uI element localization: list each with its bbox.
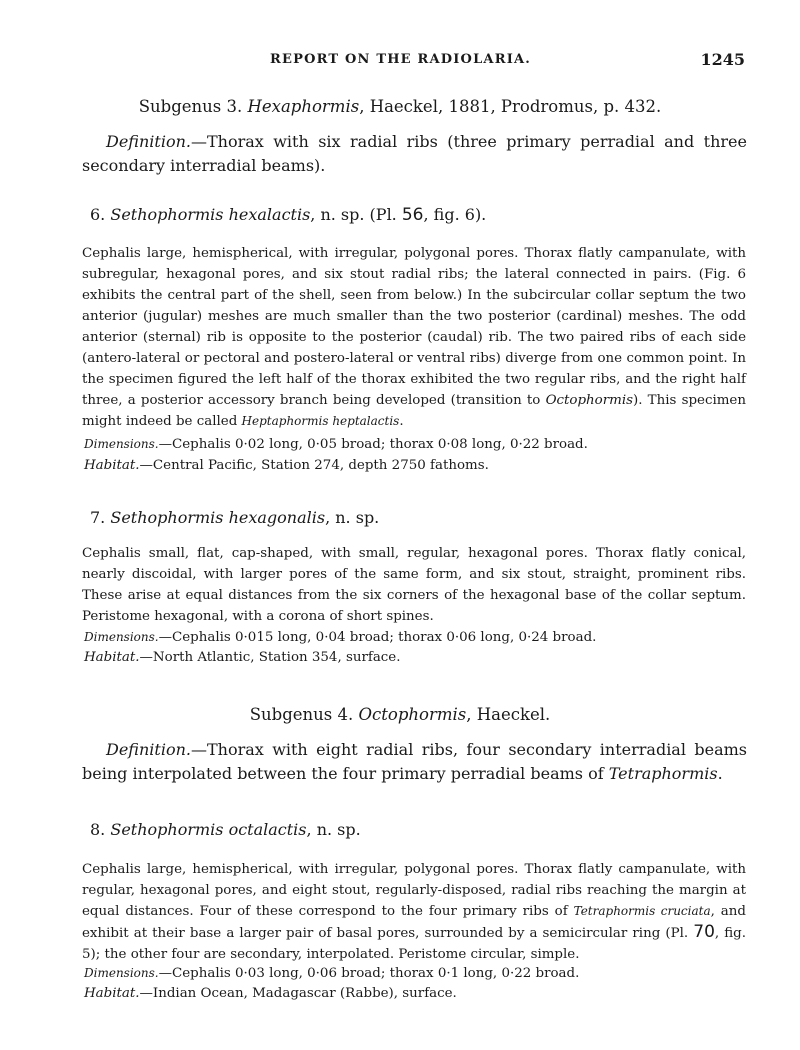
species-7-habitat-label: Habitat.	[84, 650, 140, 665]
species-6-description-1: Cephalis large, hemispherical, with irregular, polygonal pores. Thorax flatly campanulate, with subregular, hexagonal pores, and six stout radial ribs; the lateral connected in pairs. (Fig. 6 exhibits the central part of the shell, seen from below.) In the subcircular collar septum the two anterior (jugular) meshes are much smaller than the two posterior (cardinal) meshes. The odd anterior (sternal) rib is opposite to the posterior (caudal) rib. The two paired ribs of each side (antero-lateral or pectoral and postero-lateral or ventral ribs) diverge from one common point. In the specimen figured the left half of the thorax exhibited the two regular ribs, and the right half three, a posterior accessory branch being developed (transition to	[82, 246, 746, 408]
species-7-habitat-text: —North Atlantic, Station 354, surface.	[139, 650, 401, 665]
definition-4	[82, 738, 747, 786]
species-8-habitat-text: —Indian Ocean, Madagascar (Rabbe), surface.	[139, 986, 457, 1001]
species-8-description	[82, 859, 746, 965]
subgenus-3-label: Subgenus 3.	[138, 97, 243, 116]
species-7-name: Sethophormis hexagonalis	[110, 508, 326, 527]
definition-4-label: Definition.	[106, 740, 191, 759]
species-6-description	[82, 243, 746, 432]
species-6-dimensions	[84, 434, 588, 455]
species-6-after-name: , n. sp. (Pl.	[310, 205, 402, 224]
species-7-dimensions	[84, 627, 596, 648]
definition-4-ref-name: Tetraphormis	[608, 764, 718, 783]
species-8-description-2: , and exhibit at their base a larger pair of basal pores, surrounded by a semicircular ring (Pl.	[82, 904, 746, 941]
species-8-after-name: , n. sp.	[306, 820, 361, 839]
species-7-dimensions-text: —Cephalis 0·015 long, 0·04 broad; thorax 0·06 long, 0·24 broad.	[158, 630, 597, 645]
species-7-dimensions-label: Dimensions.	[84, 630, 159, 644]
species-8-name: Sethophormis octalactis	[110, 820, 307, 839]
running-head	[80, 50, 745, 72]
species-6-number: 6.	[90, 205, 106, 224]
subgenus-3-heading	[0, 97, 800, 116]
definition-3-text: —Thorax with six radial ribs (three primary perradial and three secondary interradial beams).	[82, 132, 747, 175]
species-8-dimensions	[84, 963, 579, 984]
species-6-heading	[90, 205, 486, 225]
subgenus-3-name: Hexaphormis	[247, 97, 360, 116]
species-7-description-text: Cephalis small, flat, cap-shaped, with small, regular, hexagonal pores. Thorax flatly conical, nearly discoidal, with larger pores of the same form, and six stout, straight, prominent ribs. These arise at equal distances from the six corners of the hexagonal base of the collar septum. Peristome hexagonal, with a corona of short spines.	[82, 546, 746, 624]
species-6-transition-name: Octophormis	[545, 393, 633, 408]
species-6-description-end: .	[399, 414, 404, 429]
species-6-name: Sethophormis hexalactis	[110, 205, 311, 224]
definition-4-end: .	[717, 764, 723, 783]
species-6-dimensions-label: Dimensions.	[84, 437, 159, 451]
species-6-description-2: ). This specimen might indeed be called	[82, 393, 746, 429]
species-8-description-1: Cephalis large, hemispherical, with irregular, polygonal pores. Thorax flatly campanulate, with regular, hexagonal pores, and eight stout, regularly-disposed, radial ribs reaching the margin at equal distances. Four of these correspond to the four primary ribs of	[82, 862, 746, 919]
species-7-description	[82, 543, 746, 627]
subgenus-4-authority: , Haeckel.	[466, 705, 551, 724]
subgenus-3-authority: , Haeckel, 1881, Prodromus, p. 432.	[359, 97, 662, 116]
species-8-habitat-label: Habitat.	[84, 986, 140, 1001]
species-6-habitat-text: —Central Pacific, Station 274, depth 2750 fathoms.	[139, 458, 489, 473]
species-7-habitat	[84, 648, 400, 668]
species-8-heading	[90, 820, 361, 839]
species-6-habitat-label: Habitat.	[84, 458, 140, 473]
species-8-ref-name: Tetraphormis cruciata	[573, 904, 711, 918]
definition-3	[82, 130, 747, 178]
species-6-dimensions-text: —Cephalis 0·02 long, 0·05 broad; thorax 0·08 long, 0·22 broad.	[158, 437, 588, 452]
species-8-description-3: , fig. 5); the other four are secondary, interpolated. Peristome circular, simple.	[82, 926, 747, 962]
species-6-plate: 56	[401, 205, 424, 225]
definition-3-label: Definition.	[106, 132, 191, 151]
running-title: REPORT ON THE RADIOLARIA.	[270, 52, 532, 67]
subgenus-4-label: Subgenus 4.	[249, 705, 354, 724]
species-8-dimensions-text: —Cephalis 0·03 long, 0·06 broad; thorax 0·1 long, 0·22 broad.	[158, 966, 580, 981]
species-7-number: 7.	[90, 508, 106, 527]
definition-4-text: —Thorax with eight radial ribs, four secondary interradial beams being interpolated between the four primary perradial beams of	[82, 740, 747, 783]
subgenus-4-heading	[0, 705, 800, 724]
species-6-habitat	[84, 456, 489, 476]
species-8-number: 8.	[90, 820, 106, 839]
species-6-fig: , fig. 6).	[423, 205, 487, 224]
species-8-habitat	[84, 984, 457, 1004]
species-7-after-name: , n. sp.	[325, 508, 380, 527]
species-8-dimensions-label: Dimensions.	[84, 966, 159, 980]
subgenus-4-name: Octophormis	[358, 705, 467, 724]
species-7-heading	[90, 508, 379, 527]
species-6-alt-name: Heptaphormis heptalactis	[241, 414, 400, 428]
species-8-plate: 70	[693, 922, 715, 942]
page-number: 1245	[700, 50, 745, 69]
